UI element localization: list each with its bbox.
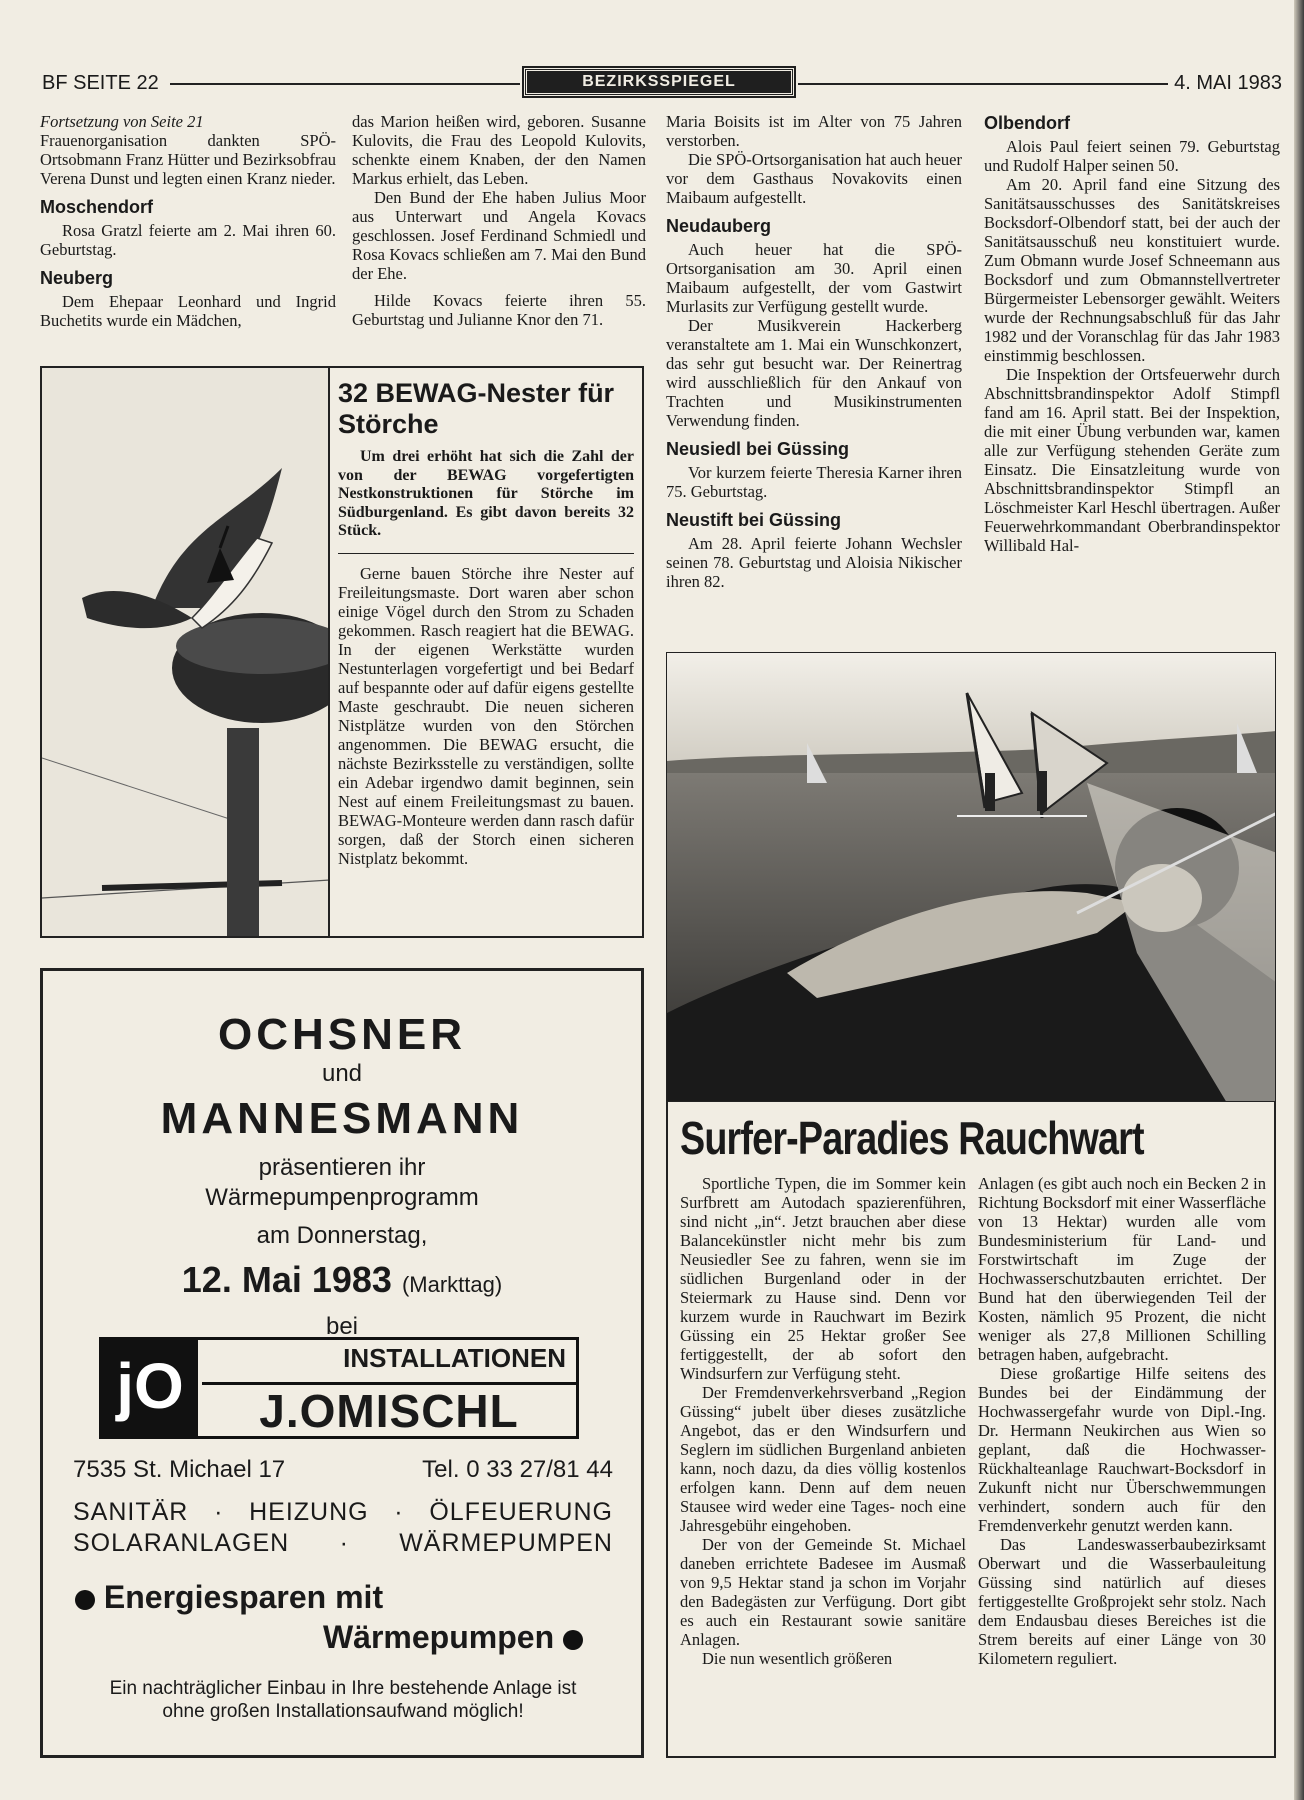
ad-phone: Tel. 0 33 27/81 44 xyxy=(422,1456,613,1483)
advertisement xyxy=(40,968,644,1758)
article-text: Maria Boisits ist im Alter von 75 Jahren verstorben. xyxy=(666,112,962,150)
stork-photo xyxy=(42,368,330,936)
slogan-line: Wärmepumpen xyxy=(322,1619,555,1655)
heading-neustift: Neustift bei Güssing xyxy=(666,510,842,530)
article-text: das Marion heißen wird, geboren. Susanne Kulovits, die Frau des Leopold Kulovits, schenkte einem Knaben, der den Namen Markus erhielt, das Leben. xyxy=(352,112,646,188)
ad-footnote xyxy=(63,1677,623,1723)
article-text: Sportliche Typen, die im Sommer kein Surfbrett am Autodach spazierenführen, sind nicht „in“. Jetzt brauchen aber diese Balancekünstler nicht mehr bis zum Neusiedler See zu fahren, wenn sie im südlichen Burgenland oder in der Steiermark zu Hause sind. Denn vor kurzem wurde in Rauchwart im Bezirk Güssing ein 25 Hektar großer See fertiggestellt, der ab sofort den Windsurfern zur Verfügung steht. xyxy=(680,1174,966,1383)
article-text: Auch heuer hat die SPÖ-Ortsorganisation am 30. April einen Maibaum aufgestellt, der vom Gastwirt Murlasits zur Verfügung gestellt wurde. xyxy=(666,240,962,316)
ad-event-date xyxy=(43,1259,641,1306)
logo-installationen: INSTALLATIONEN xyxy=(343,1343,566,1373)
stork-body: Gerne bauen Störche ihre Nester auf Freileitungsmaste. Dort waren aber schon einige Vögel durch den Strom zu Schaden gekommen. Rasch reagiert hat die BEWAG. In der eigenen Werkstätte wurden Nestunterlagen vorgefertigt und bei Bedarf auf bespannte oder auf dafür eigens gestellte Maste geschraubt. Die neuen sicheren Nistplätze wurden von den Störchen angenommen. Die BEWAG ersucht, die nächste Bezirksstelle zu verständigen, sollte ein Adebar irgendwo damit beginnen, sein Nest auf einem Freileitungsmast zu bauen. BEWAG-Monteure werden dann rasch dafür sorgen, daß der Storch einen sicheren Nistplatz bekommt. xyxy=(338,563,634,868)
page-header xyxy=(42,72,1282,102)
article-text: Der von der Gemeinde St. Michael daneben errichtete Badesee im Ausmaß von 9,5 Hektar stand ja schon im Vorjahr den Badegästen zur Verfügung. Dort gibt es auch ein Restaurant sowie sanitäre Anlagen. xyxy=(680,1535,966,1649)
surfer-headline: Surfer-Paradies Rauchwart xyxy=(680,1112,1144,1164)
header-rule-right xyxy=(798,83,1168,85)
article-text: Am 20. April fand eine Sitzung des Sanitätsausschusses des Sanitätskreises Bocksdorf-Olbendorf statt, bei der auch der Sanitätsausschuß neu konstituiert wurde. Zum Obmann wurde Josef Schneemann aus Bocksdorf und zum Obmannstellvertreter Bürgermeister Lebensorger gewählt. Weiters wurde der Rechnungsabschluß für das Jahr 1982 und der Voranschlag für das Jahr 1983 einstimmig beschlossen. xyxy=(984,175,1280,365)
article-text: Am 28. April feierte Johann Wechsler seinen 78. Geburtstag und Aloisia Nikischer ihren 82. xyxy=(666,534,962,591)
ad-line: präsentieren ihr xyxy=(258,1154,426,1181)
logo-mark: jO xyxy=(102,1340,198,1436)
surfer-photo xyxy=(666,652,1276,1102)
column-3 xyxy=(666,112,962,591)
stork-nest-image xyxy=(42,368,330,936)
bullet-icon xyxy=(75,1590,95,1610)
article-text: Alois Paul feiert seinen 79. Geburtstag und Rudolf Halper seinen 50. xyxy=(984,137,1280,175)
article-text: Rosa Gratzl feierte am 2. Mai ihren 60. Geburtstag. xyxy=(40,221,336,259)
heading-olbendorf: Olbendorf xyxy=(984,113,1070,133)
ad-brand-ochsner: OCHSNER xyxy=(217,1010,467,1059)
article-text: Anlagen (es gibt auch noch ein Becken 2 in Richtung Bocksdorf mit einer Wasserfläche von 13 Hektar) wurden alle vom Bundesministerium für Land- und Forstwirtschaft im Zuge der Hochwasserschutzbauten errichtet. Der Bund hat den überwiegenden Teil der Kosten, nämlich 95 Prozent, die nicht weniger als 27,8 Millionen Schilling betragen haben, aufgebracht. xyxy=(978,1174,1266,1364)
omischl-logo xyxy=(99,1337,579,1439)
ad-date-text: 12. Mai 1983 xyxy=(181,1259,392,1300)
separator: · xyxy=(339,1529,349,1557)
surfer-column-right xyxy=(978,1174,1266,1668)
article-text: Dem Ehepaar Leonhard und Ingrid Buchetits wurde ein Mädchen, xyxy=(40,292,336,330)
column-2 xyxy=(352,112,646,329)
article-text: Der Fremdenverkehrsverband „Region Güssing“ jubelt über dieses zusätzliche Angebot, das er den Windsurfern und Seglern im südlichen Burgenland anbieten kann, noch dazu, da dies völlig kostenlos erfolgen kann. Denn auf dem neuen Stausee wird weder eine Tages- noch eine Jahresgebühr eingehoben. xyxy=(680,1383,966,1535)
column-1 xyxy=(40,112,336,330)
stork-article xyxy=(40,366,644,938)
ad-slogan xyxy=(63,1577,623,1657)
stork-text xyxy=(338,378,634,868)
article-text: Vor kurzem feierte Theresia Karner ihren 75. Geburtstag. xyxy=(666,463,962,501)
ad-brand-mannesmann: MANNESMANN xyxy=(160,1094,524,1143)
article-text: Die Inspektion der Ortsfeuerwehr durch Abschnittsbrandinspektor Adolf Stimpfl fand am 16. April statt. Bei der Inspektion, die mit einer Übung verbunden war, kamen alle zur Verfügung stehenden Geräte zum Einsatz. Die Einsatzleitung wurde von Abschnittsbrandinspektor Stimpfl an Löschmeister Karl Heschl übertragen. Außer Feuerwehrkommandant Oberbrandinspektor Willibald Hal- xyxy=(984,365,1280,555)
heading-neudauberg: Neudauberg xyxy=(666,216,772,236)
service-item: WÄRMEPUMPEN xyxy=(399,1529,613,1557)
separator: · xyxy=(394,1498,404,1526)
article-text: Die nun wesentlich größeren xyxy=(702,1649,893,1668)
windsurf-lake-image xyxy=(667,653,1276,1102)
ad-line: am Donnerstag, xyxy=(256,1222,428,1249)
surfer-column-left xyxy=(680,1174,966,1668)
article-text: Den Bund der Ehe haben Julius Moor aus Unterwart und Angela Kovacs geschlossen. Josef Ferdinand Schmiedl und Rosa Kovacs schließen am 7. Mai den Bund der Ehe. xyxy=(352,188,646,283)
article-text: Diese großartige Hilfe seitens des Bundes bei der Eindämmung der Hochwassergefahr wurde von Dipl.-Ing. Dr. Hermann Neukirchen aus Wien so geplant, daß die Hochwasser-Rückhalteanlage Rauchwart-Bocksdorf in Zukunft nicht nur Überschwemmungen verhindert, sondern auch für den Fremdenverkehr genutzt werden kann. xyxy=(978,1364,1266,1535)
separator: · xyxy=(214,1498,224,1526)
slogan-line: Energiesparen mit xyxy=(103,1579,384,1615)
issue-date: 4. MAI 1983 xyxy=(1174,72,1282,94)
surfer-article xyxy=(666,1102,1276,1758)
article-text: Der Musikverein Hackerberg veranstaltete am 1. Mai ein Wunschkonzert, das sehr gut besucht war. Der Reinertrag wird ausschließlich für den Ankauf von Trachten und Musikinstrumenten Verwendung finden. xyxy=(666,316,962,430)
footnote-line: Ein nachträglicher Einbau in Ihre bestehende Anlage ist xyxy=(109,1678,577,1699)
ad-line: Wärmepumpenprogramm xyxy=(205,1184,479,1211)
ad-und: und xyxy=(321,1060,363,1087)
heading-moschendorf: Moschendorf xyxy=(40,197,154,217)
article-text: Das Landeswasserbaubezirksamt Oberwart und die Wasserbauleitung Güssing sind natürlich auf dieses fertiggestellte Großprojekt sehr stolz. Nach dem Endausbau dieses Bereiches ist die Strem bereits auf einer Länge von 30 Kilometern reguliert. xyxy=(978,1535,1266,1668)
article-text: Die SPÖ-Ortsorganisation hat auch heuer vor dem Gasthaus Novakovits einen Maibaum aufgestellt. xyxy=(666,150,962,207)
stork-headline: 32 BEWAG-Nester für Störche xyxy=(338,378,615,439)
column-4 xyxy=(984,112,1280,555)
article-text: Hilde Kovacs feierte ihren 55. Geburtstag und Julianne Knor den 71. xyxy=(352,291,646,329)
bullet-icon xyxy=(563,1630,583,1650)
logo-company-name: J.OMISCHL xyxy=(202,1382,576,1436)
service-item: SANITÄR xyxy=(73,1498,189,1526)
ad-address: 7535 St. Michael 17 xyxy=(73,1456,286,1483)
ad-services xyxy=(73,1497,613,1559)
service-item: ÖLFEUERUNG xyxy=(429,1498,613,1526)
ad-bei: bei xyxy=(325,1313,359,1340)
footnote-line: ohne großen Installationsaufwand möglich! xyxy=(162,1701,524,1722)
continued-note: Fortsetzung von Seite 21 xyxy=(40,112,204,131)
service-item: SOLARANLAGEN xyxy=(73,1529,290,1557)
page-number: BF SEITE 22 xyxy=(42,72,159,94)
stork-lead: Um drei erhöht hat sich die Zahl der von der BEWAG vorgefertigten Nestkonstruktionen für Störche im Südburgenland. Es gibt davon bereits 32 Stück. xyxy=(338,448,634,554)
header-rule-left xyxy=(170,83,520,85)
page-edge xyxy=(1294,0,1304,1800)
section-title: BEZIRKSSPIEGEL xyxy=(524,68,794,96)
service-item: HEIZUNG xyxy=(249,1498,369,1526)
article-text: Frauenorganisation dankten SPÖ-Ortsobmann Franz Hütter und Bezirksobfrau Verena Dunst und legten einen Kranz nieder. xyxy=(40,131,337,188)
ad-date-note: (Markttag) xyxy=(401,1272,503,1297)
heading-neusiedl: Neusiedl bei Güssing xyxy=(666,439,850,459)
heading-neuberg: Neuberg xyxy=(40,268,114,288)
